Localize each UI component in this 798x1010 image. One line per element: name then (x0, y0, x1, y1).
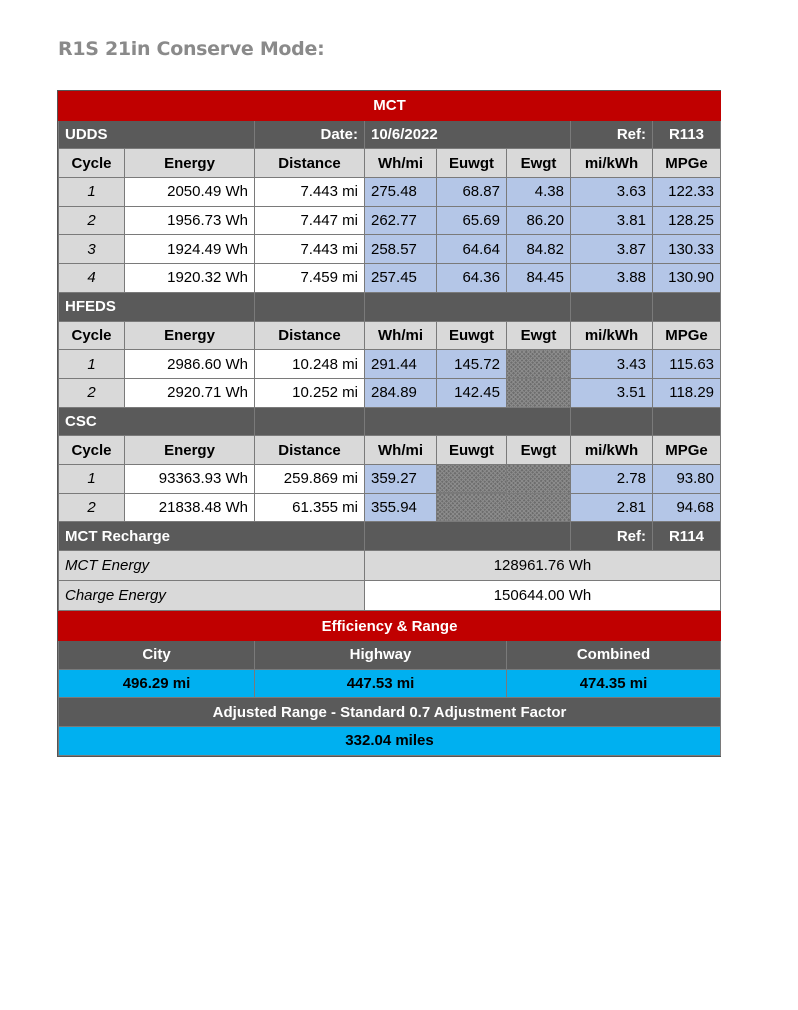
hfeds-label: HFEDS (59, 292, 255, 321)
table-row (59, 493, 721, 522)
table-row (59, 350, 721, 379)
col-mpge: MPGe (653, 149, 721, 178)
col-ewgt: Ewgt (507, 149, 571, 178)
na-cell (437, 493, 507, 522)
mpge-cell: 122.33 (653, 178, 721, 207)
euwgt-cell: 64.64 (437, 235, 507, 264)
energy-cell: 2986.60 Wh (125, 350, 255, 379)
col-distance: Distance (255, 436, 365, 465)
col-cycle: Cycle (59, 321, 125, 350)
col-cycle: Cycle (59, 149, 125, 178)
efficiency-banner-row (59, 612, 721, 641)
energy-cell: 1956.73 Wh (125, 206, 255, 235)
udds-label: UDDS (59, 120, 255, 149)
mikwh-cell: 3.88 (571, 264, 653, 293)
col-mpge: MPGe (653, 321, 721, 350)
mct-banner: MCT (59, 92, 721, 121)
col-whmi: Wh/mi (365, 149, 437, 178)
hfeds-header-row (59, 292, 721, 321)
udds-column-headers (59, 149, 721, 178)
cycle-cell: 2 (59, 493, 125, 522)
efficiency-values (59, 669, 721, 698)
distance-cell: 10.252 mi (255, 378, 365, 407)
col-distance: Distance (255, 321, 365, 350)
ewgt-cell: 86.20 (507, 206, 571, 235)
document-title: R1S 21in Conserve Mode: (58, 38, 325, 60)
date-value: 10/6/2022 (365, 120, 571, 149)
cycle-cell: 3 (59, 235, 125, 264)
highway-range: 447.53 mi (255, 669, 507, 698)
recharge-label: MCT Recharge (59, 522, 365, 551)
ewgt-cell: 84.82 (507, 235, 571, 264)
mikwh-cell: 2.78 (571, 464, 653, 493)
col-whmi: Wh/mi (365, 436, 437, 465)
energy-cell: 93363.93 Wh (125, 464, 255, 493)
energy-cell: 21838.48 Wh (125, 493, 255, 522)
ref-value: R113 (653, 120, 721, 149)
table-row (59, 206, 721, 235)
euwgt-cell: 64.36 (437, 264, 507, 293)
col-energy: Energy (125, 436, 255, 465)
energy-cell: 2920.71 Wh (125, 378, 255, 407)
table-row (59, 264, 721, 293)
whmi-cell: 359.27 (365, 464, 437, 493)
ewgt-cell: 84.45 (507, 264, 571, 293)
table-row (59, 178, 721, 207)
adjusted-value-row (59, 727, 721, 756)
mct-energy-row (59, 551, 721, 581)
euwgt-cell: 65.69 (437, 206, 507, 235)
whmi-cell: 284.89 (365, 378, 437, 407)
mct-energy-label: MCT Energy (59, 551, 365, 581)
col-mikwh: mi/kWh (571, 436, 653, 465)
mikwh-cell: 3.81 (571, 206, 653, 235)
energy-cell: 1920.32 Wh (125, 264, 255, 293)
table-row (59, 464, 721, 493)
mpge-cell: 115.63 (653, 350, 721, 379)
col-energy: Energy (125, 149, 255, 178)
city-label: City (59, 641, 255, 670)
recharge-header-row (59, 522, 721, 551)
mikwh-cell: 3.63 (571, 178, 653, 207)
cycle-cell: 2 (59, 206, 125, 235)
highway-label: Highway (255, 641, 507, 670)
csc-label: CSC (59, 407, 255, 436)
cycle-cell: 1 (59, 178, 125, 207)
whmi-cell: 258.57 (365, 235, 437, 264)
distance-cell: 10.248 mi (255, 350, 365, 379)
charge-energy-row (59, 581, 721, 611)
ewgt-cell: 4.38 (507, 178, 571, 207)
efficiency-labels (59, 641, 721, 670)
mikwh-cell: 3.87 (571, 235, 653, 264)
col-ewgt: Ewgt (507, 436, 571, 465)
mct-energy-value: 128961.76 Wh (365, 551, 721, 581)
whmi-cell: 257.45 (365, 264, 437, 293)
col-euwgt: Euwgt (437, 321, 507, 350)
col-distance: Distance (255, 149, 365, 178)
col-cycle: Cycle (59, 436, 125, 465)
whmi-cell: 262.77 (365, 206, 437, 235)
date-label: Date: (255, 120, 365, 149)
efficiency-table (58, 611, 721, 756)
mpge-cell: 128.25 (653, 206, 721, 235)
mpge-cell: 118.29 (653, 378, 721, 407)
col-euwgt: Euwgt (437, 436, 507, 465)
col-mikwh: mi/kWh (571, 321, 653, 350)
table-row (59, 378, 721, 407)
adjusted-range-label: Adjusted Range - Standard 0.7 Adjustment Factor (59, 698, 721, 727)
mikwh-cell: 3.51 (571, 378, 653, 407)
na-cell (437, 464, 507, 493)
table-row (59, 235, 721, 264)
adjusted-label-row (59, 698, 721, 727)
distance-cell: 7.443 mi (255, 178, 365, 207)
na-cell (507, 350, 571, 379)
combined-label: Combined (507, 641, 721, 670)
euwgt-cell: 142.45 (437, 378, 507, 407)
na-cell (507, 493, 571, 522)
whmi-cell: 355.94 (365, 493, 437, 522)
combined-range: 474.35 mi (507, 669, 721, 698)
col-ewgt: Ewgt (507, 321, 571, 350)
cycle-cell: 1 (59, 464, 125, 493)
na-cell (507, 464, 571, 493)
distance-cell: 7.447 mi (255, 206, 365, 235)
adjusted-range-value: 332.04 miles (59, 727, 721, 756)
col-whmi: Wh/mi (365, 321, 437, 350)
mct-table (58, 91, 721, 611)
cycle-cell: 2 (59, 378, 125, 407)
city-range: 496.29 mi (59, 669, 255, 698)
euwgt-cell: 68.87 (437, 178, 507, 207)
distance-cell: 61.355 mi (255, 493, 365, 522)
recharge-ref-value: R114 (653, 522, 721, 551)
col-energy: Energy (125, 321, 255, 350)
whmi-cell: 291.44 (365, 350, 437, 379)
csc-column-headers (59, 436, 721, 465)
cycle-cell: 4 (59, 264, 125, 293)
ref-label: Ref: (571, 120, 653, 149)
na-cell (507, 378, 571, 407)
charge-energy-value: 150644.00 Wh (365, 581, 721, 611)
mikwh-cell: 2.81 (571, 493, 653, 522)
distance-cell: 7.443 mi (255, 235, 365, 264)
mct-banner-row (59, 92, 721, 121)
recharge-ref-label: Ref: (571, 522, 653, 551)
col-euwgt: Euwgt (437, 149, 507, 178)
csc-header-row (59, 407, 721, 436)
energy-cell: 2050.49 Wh (125, 178, 255, 207)
distance-cell: 259.869 mi (255, 464, 365, 493)
whmi-cell: 275.48 (365, 178, 437, 207)
hfeds-column-headers (59, 321, 721, 350)
energy-cell: 1924.49 Wh (125, 235, 255, 264)
cycle-cell: 1 (59, 350, 125, 379)
euwgt-cell: 145.72 (437, 350, 507, 379)
results-sheet (57, 90, 721, 757)
mikwh-cell: 3.43 (571, 350, 653, 379)
mpge-cell: 130.90 (653, 264, 721, 293)
distance-cell: 7.459 mi (255, 264, 365, 293)
col-mikwh: mi/kWh (571, 149, 653, 178)
udds-header-row (59, 120, 721, 149)
mpge-cell: 93.80 (653, 464, 721, 493)
col-mpge: MPGe (653, 436, 721, 465)
charge-energy-label: Charge Energy (59, 581, 365, 611)
mpge-cell: 130.33 (653, 235, 721, 264)
efficiency-banner: Efficiency & Range (59, 612, 721, 641)
mpge-cell: 94.68 (653, 493, 721, 522)
